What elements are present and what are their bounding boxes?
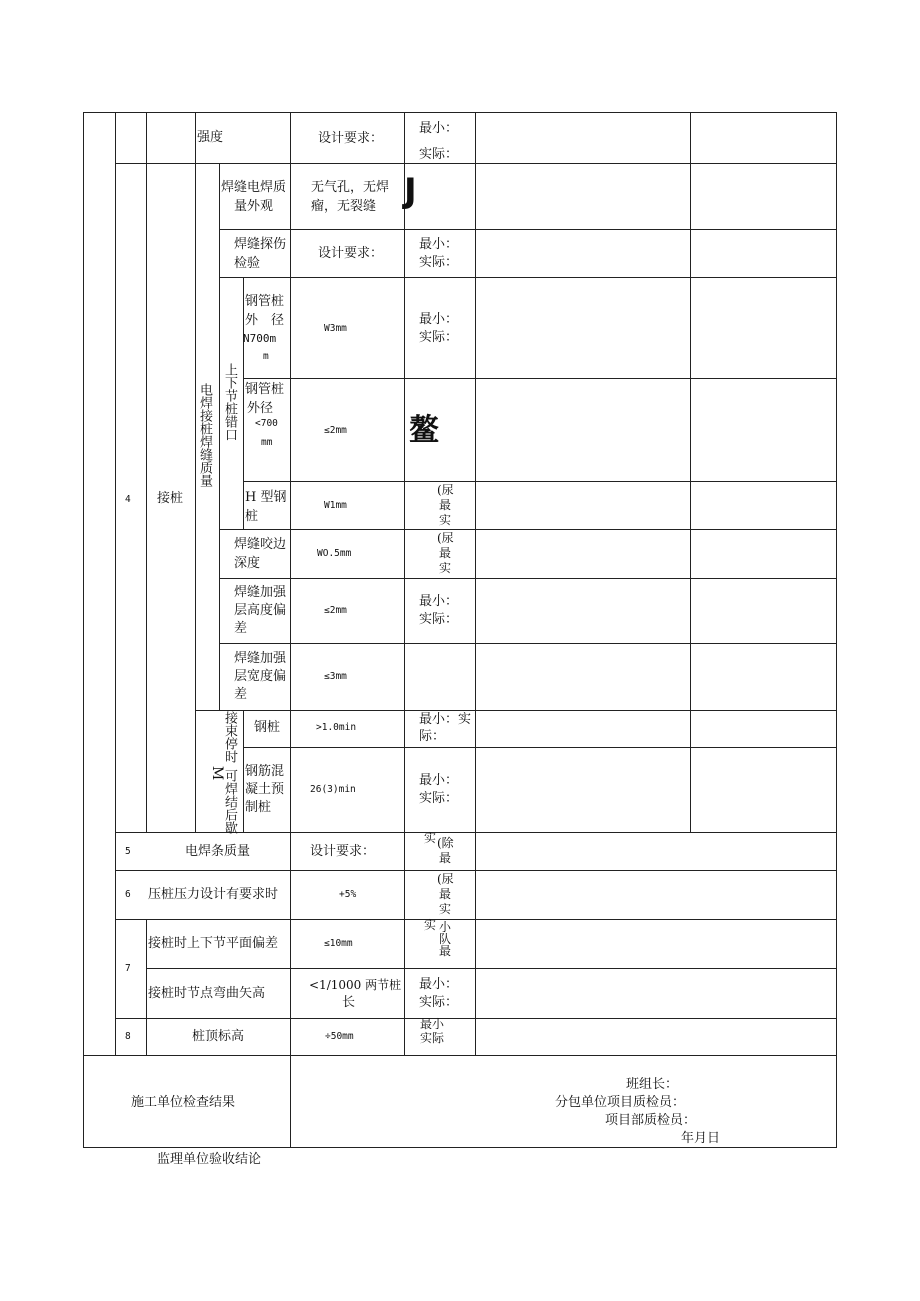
reinf-width-label: 层宽度偏	[234, 669, 287, 684]
rule	[146, 919, 147, 1056]
team-leader-sign: 班组长：	[626, 1077, 679, 1092]
rule	[243, 277, 244, 530]
r7a-value: 队	[439, 932, 452, 946]
r8-requirement: ÷50mm	[325, 1031, 354, 1042]
rule	[115, 919, 837, 920]
r8-actual: 实际	[420, 1031, 445, 1045]
rule	[219, 578, 837, 579]
pipe-ge700-label: m	[263, 351, 269, 362]
r7b-min: 最小：	[419, 977, 459, 992]
reinf-height-label: 层高度偏	[234, 603, 287, 618]
pipe-lt700-label: <700	[255, 418, 278, 429]
rule	[115, 163, 837, 164]
rule	[83, 1147, 837, 1148]
pipe-ge700-min: 最小：	[419, 312, 459, 327]
rc-pile-min: 最小：	[419, 773, 459, 788]
rule	[146, 968, 837, 969]
rule	[290, 112, 291, 1148]
rc-pile-label: 制桩	[245, 800, 272, 815]
supervision-conclusion-label: 监理单位验收结论	[157, 1152, 262, 1167]
rule	[475, 112, 476, 1056]
r7b-label: 接桩时节点弯曲矢高	[148, 986, 266, 1001]
date-label: 年月日	[681, 1131, 721, 1146]
undercut-label: 深度	[234, 556, 261, 571]
rule	[115, 1018, 837, 1019]
reinf-width-label: 差	[234, 687, 248, 702]
pipe-lt700-label: 外径	[247, 401, 274, 416]
rule	[219, 163, 220, 711]
reinf-width-label: 焊缝加强	[234, 651, 287, 666]
rule	[243, 747, 837, 748]
rule	[243, 481, 837, 482]
r8-min: 最小	[420, 1017, 445, 1031]
pipe-ge700-label: 外 径	[245, 313, 285, 328]
r6-value: 最	[439, 887, 452, 901]
weld-appearance-requirement: 瘤，无裂缝	[311, 199, 377, 214]
weld-quality-heading: 电焊接桩焊缝质量	[197, 383, 212, 487]
item-number: 8	[125, 1031, 131, 1042]
rule	[195, 112, 196, 833]
reinf-height-label: 差	[234, 621, 248, 636]
r5-value: (除	[437, 836, 454, 850]
h-steel-value: 最	[439, 498, 452, 512]
rc-pile-label: 钢筋混	[245, 764, 285, 779]
item-name: 接桩	[157, 491, 184, 506]
strength-label: 强度	[197, 130, 224, 145]
undercut-value: (尿	[437, 531, 454, 545]
r5-value: 最	[439, 851, 452, 865]
sub-inspector-sign: 分包单位项目质检员：	[555, 1095, 686, 1110]
reinf-height-label: 焊缝加强	[234, 585, 287, 600]
h-steel-value: 实	[439, 513, 452, 527]
steel-pile-value: 际：	[419, 729, 446, 744]
r6-requirement: +5%	[339, 889, 357, 900]
rule	[83, 1055, 837, 1056]
r7a-value: 实	[424, 918, 437, 932]
r8-label: 桩顶标高	[192, 1029, 245, 1044]
undercut-label: 焊缝咬边	[234, 537, 287, 552]
r5-value: 实	[424, 831, 437, 845]
rule	[243, 710, 244, 833]
rc-pile-label: 凝土预	[245, 782, 285, 797]
cooling-heading: 可焊结后歇	[222, 769, 237, 834]
strength-actual: 实际：	[419, 147, 459, 162]
pipe-ge700-label: 钢管桩	[245, 294, 285, 309]
rule	[219, 643, 837, 644]
steel-pile-value: 最小：实	[419, 712, 472, 727]
r5-requirement: 设计要求：	[310, 844, 376, 859]
r6-value: 实	[439, 902, 452, 916]
rule	[219, 229, 837, 230]
item-number: 4	[125, 494, 131, 505]
pipe-ge700-requirement: W3mm	[324, 323, 347, 334]
rc-pile-requirement: 26(3)min	[310, 784, 356, 795]
undercut-value: 实	[439, 561, 452, 575]
strength-min: 最小：	[419, 121, 459, 136]
r6-label: 压桩压力设计有要求时	[148, 887, 279, 902]
h-steel-value: (尿	[437, 483, 454, 497]
pipe-ge700-actual: 实际：	[419, 330, 459, 345]
pipe-lt700-label: 钢管桩	[245, 382, 285, 397]
rule	[690, 112, 691, 833]
weld-flaw-label: 焊缝探伤	[234, 237, 287, 252]
pipe-lt700-requirement: ≤2mm	[324, 425, 347, 436]
offset-heading: 上下节桩错口	[222, 363, 237, 441]
rule	[195, 710, 837, 711]
item-number: 7	[125, 963, 131, 974]
rule	[219, 277, 837, 278]
rule	[243, 378, 837, 379]
rule	[219, 529, 837, 530]
weld-appearance-label: 量外观	[234, 199, 274, 214]
item-number: 6	[125, 889, 131, 900]
pipe-ge700-label: N700m	[243, 332, 277, 345]
handwritten-mark: 鳌	[409, 413, 439, 448]
pipe-lt700-label: mm	[261, 437, 273, 448]
rule	[115, 112, 116, 1056]
r6-value: (尿	[437, 872, 454, 886]
rule	[83, 112, 837, 113]
r7a-requirement: ≤10mm	[324, 938, 353, 949]
undercut-requirement: WO.5mm	[317, 548, 352, 559]
steel-pile-label: 钢桩	[254, 720, 281, 735]
r7b-requirement: 长	[342, 995, 356, 1010]
cooling-heading-mark: M	[209, 765, 226, 781]
r7a-value: 小	[439, 920, 452, 934]
construction-check-result-label: 施工单位检查结果	[131, 1095, 236, 1110]
weld-appearance-requirement: 无气孔，无焊	[311, 180, 390, 195]
cooling-heading: 接束停时	[222, 711, 237, 763]
r7b-actual: 实际：	[419, 995, 459, 1010]
weld-flaw-min: 最小：	[419, 237, 459, 252]
rule	[115, 870, 837, 871]
rule	[146, 112, 147, 833]
reinf-height-actual: 实际：	[419, 612, 459, 627]
r5-label: 电焊条质量	[185, 844, 251, 859]
rc-pile-actual: 实际：	[419, 791, 459, 806]
weld-flaw-requirement: 设计要求：	[318, 246, 384, 261]
h-steel-label: 桩	[245, 509, 259, 524]
rule	[404, 112, 405, 1056]
weld-flaw-label: 检验	[234, 256, 261, 271]
rule	[836, 112, 837, 1148]
reinf-height-requirement: ≤2mm	[324, 605, 347, 616]
dept-inspector-sign: 项目部质检员：	[605, 1113, 697, 1128]
rule	[83, 112, 84, 1148]
weld-appearance-label: 焊缝电焊质	[221, 180, 287, 195]
undercut-value: 最	[439, 546, 452, 560]
reinf-height-min: 最小：	[419, 594, 459, 609]
item-number: 5	[125, 846, 131, 857]
r7a-value: 最	[439, 944, 452, 958]
reinf-width-requirement: ≤3mm	[324, 671, 347, 682]
r7b-requirement: <1/1000 两节桩	[309, 978, 402, 992]
steel-pile-requirement: >1.0min	[316, 722, 357, 733]
weld-flaw-actual: 实际：	[419, 255, 459, 270]
h-steel-requirement: W1mm	[324, 500, 347, 511]
handwritten-mark: J	[404, 171, 417, 211]
r7a-label: 接桩时上下节平面偏差	[148, 936, 279, 951]
strength-requirement: 设计要求：	[318, 131, 384, 146]
h-steel-label: H 型钢	[245, 490, 287, 505]
